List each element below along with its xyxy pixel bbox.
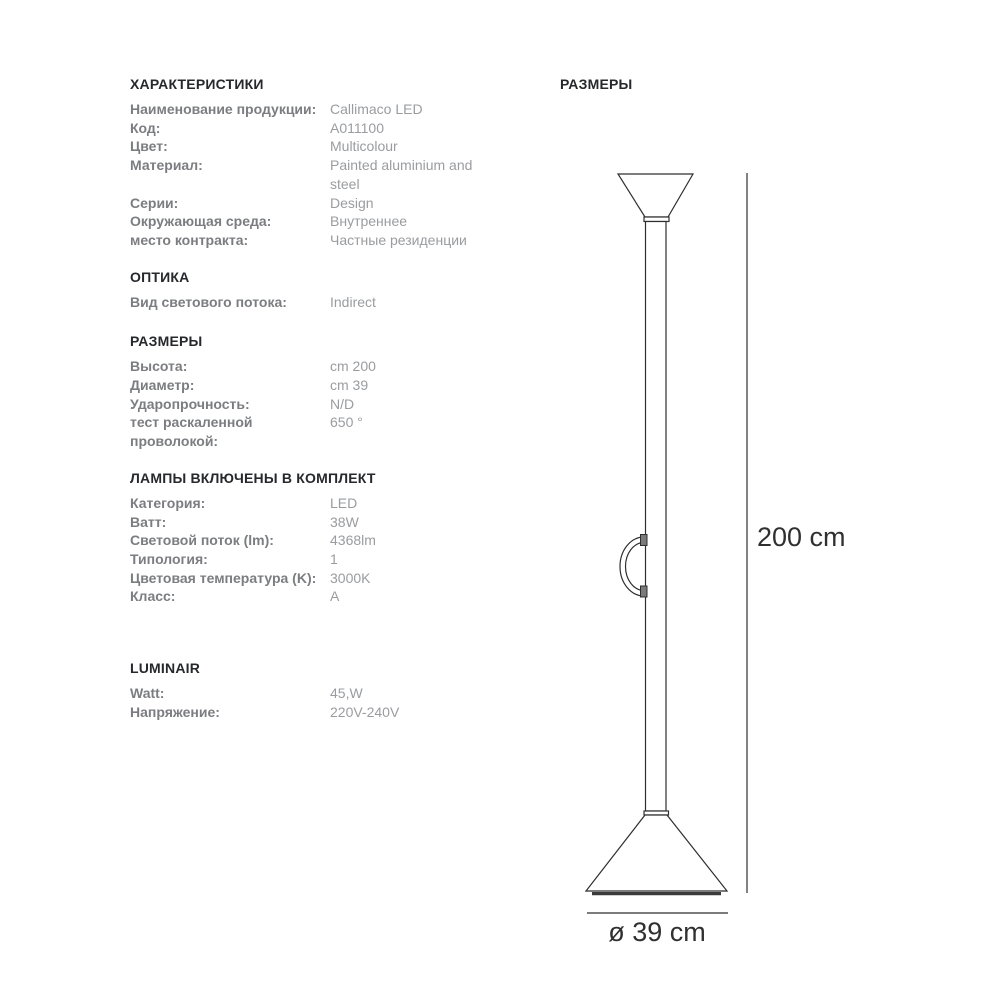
spec-rows	[130, 357, 500, 451]
spec-row-label: Класс:	[130, 588, 176, 605]
spec-row	[130, 569, 500, 588]
spec-rows	[130, 293, 500, 312]
spec-row	[130, 513, 500, 532]
spec-row	[130, 293, 500, 312]
spec-row	[130, 137, 500, 156]
lamp-top-funnel	[618, 174, 693, 217]
spec-row	[130, 494, 500, 513]
spec-row	[130, 376, 500, 395]
spec-section-heading: ЛАМПЫ ВКЛЮЧЕНЫ В КОМПЛЕКТ	[130, 469, 376, 486]
spec-row-value: N/D	[330, 395, 355, 412]
spec-row-label: Диаметр:	[130, 377, 195, 394]
lamp-handle-inner-arc	[626, 543, 645, 591]
spec-rows	[130, 494, 500, 606]
spec-section-heading: РАЗМЕРЫ	[130, 333, 203, 350]
spec-row-value: 650 °	[330, 414, 363, 431]
spec-row-label: Серии:	[130, 194, 179, 211]
spec-row-value: cm 39	[330, 377, 369, 394]
spec-row-value: Design	[330, 194, 374, 211]
lamp-base-cone	[586, 815, 727, 891]
spec-row-value: Indirect	[330, 293, 376, 310]
spec-row	[130, 413, 500, 450]
spec-row	[130, 119, 500, 138]
spec-row	[130, 395, 500, 414]
diameter-dimension-label: ø 39 cm	[608, 917, 706, 947]
spec-row-label: Вид светового потока:	[130, 293, 287, 310]
spec-row-value: LED	[330, 494, 358, 511]
spec-row-value: A011100	[330, 119, 384, 136]
spec-section-heading: ХАРАКТЕРИСТИКИ	[130, 76, 264, 92]
spec-row-value: 45,W	[330, 685, 363, 702]
spec-row-label: Цветовая температура (K):	[130, 569, 317, 586]
spec-row	[130, 531, 500, 550]
spec-row-label: место контракта:	[130, 231, 249, 248]
spec-row	[130, 100, 500, 119]
dimensions-panel-heading: РАЗМЕРЫ	[560, 76, 633, 92]
spec-row-label: Цвет:	[130, 138, 168, 155]
spec-row-value: Painted aluminium and steel	[330, 157, 473, 192]
spec-row	[130, 587, 500, 606]
spec-row-value: cm 200	[330, 358, 376, 375]
spec-section-heading: ОПТИКА	[130, 268, 190, 285]
spec-row	[130, 357, 500, 376]
spec-section	[130, 334, 500, 451]
height-dimension-label: 200 cm	[757, 522, 846, 552]
spec-row-value: A	[330, 588, 340, 605]
spec-section	[130, 77, 500, 250]
spec-row-label: тест раскаленной проволокой:	[130, 414, 253, 450]
spec-row	[130, 231, 500, 250]
spec-row-label: Типология:	[130, 550, 208, 567]
spec-row-label: Высота:	[130, 358, 188, 375]
spec-row-value: 1	[330, 550, 338, 567]
spec-row-label: Наименование продукции:	[130, 101, 317, 117]
spec-row-label: Напряжение:	[130, 703, 220, 720]
spec-row	[130, 156, 500, 193]
spec-rows	[130, 100, 500, 250]
lamp-handle-mount-top	[641, 535, 648, 546]
spec-row	[130, 212, 500, 231]
spec-rows	[130, 684, 500, 721]
spec-row-value: Multicolour	[330, 138, 398, 155]
spec-row	[130, 684, 500, 703]
spec-row-value: 3000K	[330, 569, 371, 586]
spec-section-heading: LUMINAIR	[130, 660, 201, 677]
spec-section	[130, 471, 500, 606]
spec-row-label: Окружающая среда:	[130, 213, 272, 230]
lamp-dimension-drawing	[560, 160, 860, 960]
spec-row-label: Материал:	[130, 157, 203, 174]
spec-row-value: 38W	[330, 513, 359, 530]
spec-row-value: 4368lm	[330, 532, 376, 549]
spec-row-label: Ударопрочность:	[130, 395, 250, 412]
lamp-pole	[646, 222, 667, 812]
spec-row	[130, 194, 500, 213]
spec-row-label: Категория:	[130, 494, 206, 511]
spec-row-value: Callimaco LED	[330, 101, 423, 117]
spec-row-label: Watt:	[130, 685, 165, 702]
spec-section	[130, 270, 500, 312]
spec-row-label: Код:	[130, 119, 161, 136]
spec-row-value: 220V-240V	[330, 703, 400, 720]
spec-row	[130, 550, 500, 569]
spec-row-value: Частные резиденции	[330, 231, 467, 248]
lamp-funnel-rim	[644, 217, 669, 222]
spec-row	[130, 703, 500, 722]
spec-row-value: Внутреннее	[330, 213, 408, 230]
lamp-handle-mount-bottom	[641, 586, 648, 597]
spec-row-label: Ватт:	[130, 513, 167, 530]
spec-row-label: Световой поток (lm):	[130, 532, 274, 549]
spec-column	[130, 77, 500, 721]
spec-section	[130, 661, 500, 721]
